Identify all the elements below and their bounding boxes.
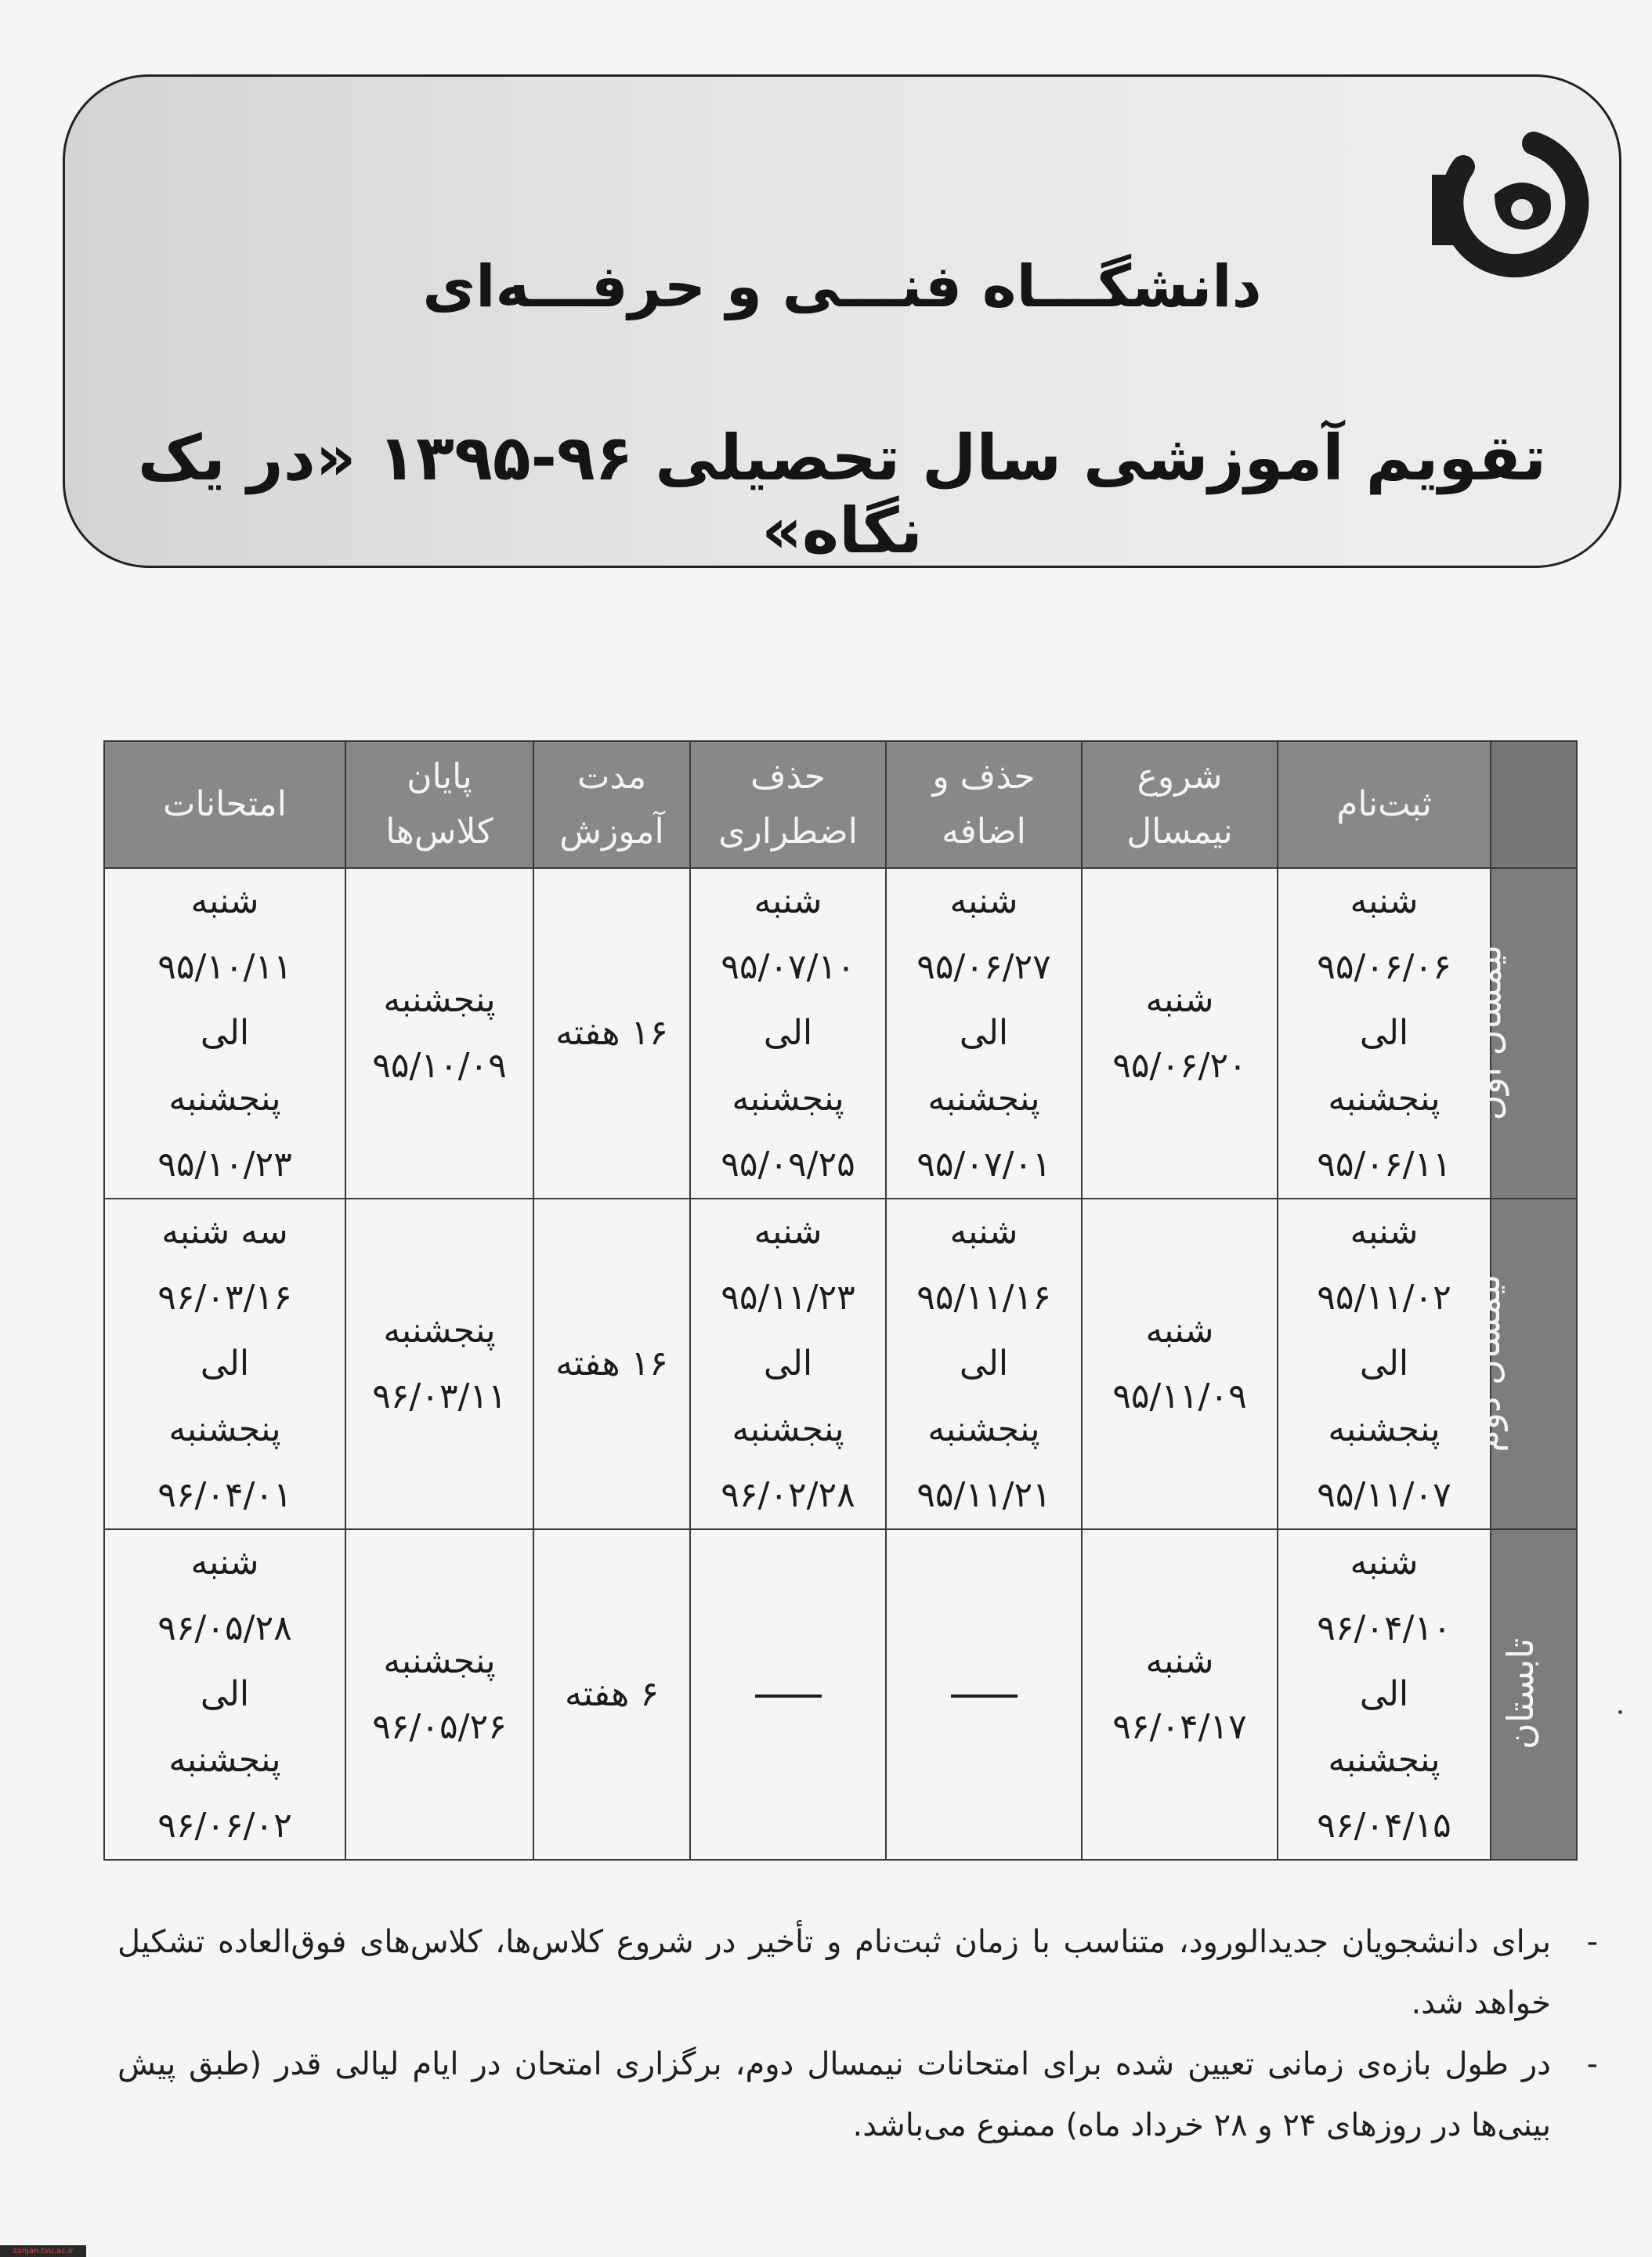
academic-calendar-table xyxy=(103,740,1578,1861)
empty-dash xyxy=(755,1695,822,1698)
header-classes-end: پایان کلاس‌ها xyxy=(345,741,533,868)
classes-end-cell: پنجشنبه ۹۶/۰۳/۱۱ xyxy=(345,1199,533,1529)
note-bullet: - xyxy=(1586,2046,1598,2082)
header-corner xyxy=(1491,741,1577,868)
note-item xyxy=(117,1912,1598,2034)
semester-start-cell: شنبه ۹۵/۱۱/۰۹ xyxy=(1082,1199,1278,1529)
university-name: دانشگـــاه فنـــی و حرفـــه‌ای xyxy=(422,253,1262,320)
source-watermark: zanjan.tvu.ac.ir xyxy=(0,2245,86,2257)
exams-cell: شنبه ۹۵/۱۰/۱۱ الی پنجشنبه ۹۵/۱۰/۲۳ xyxy=(104,868,345,1199)
semester-label-cell: نیمسال دوم xyxy=(1491,1199,1577,1529)
notes-section xyxy=(117,1912,1598,2156)
classes-end-cell: پنجشنبه ۹۵/۱۰/۰۹ xyxy=(345,868,533,1199)
table-header-row xyxy=(104,741,1577,868)
header-emergency-drop: حذف اضطراری xyxy=(690,741,886,868)
table-row xyxy=(104,868,1577,1199)
registration-cell: شنبه ۹۶/۰۴/۱۰ الی پنجشنبه ۹۶/۰۴/۱۵ xyxy=(1278,1529,1491,1860)
empty-dash xyxy=(951,1695,1018,1698)
header-semester-start: شروع نیمسال xyxy=(1082,741,1278,868)
add-drop-cell: شنبه ۹۵/۰۶/۲۷ الی پنجشنبه ۹۵/۰۷/۰۱ xyxy=(886,868,1082,1199)
add-drop-cell xyxy=(886,1529,1082,1860)
emergency-drop-cell xyxy=(690,1529,886,1860)
note-item xyxy=(117,2034,1598,2156)
classes-end-cell: پنجشنبه ۹۶/۰۵/۲۶ xyxy=(345,1529,533,1860)
header-exams: امتحانات xyxy=(104,741,345,868)
emergency-drop-cell: شنبه ۹۵/۱۱/۲۳ الی پنجشنبه ۹۶/۰۲/۲۸ xyxy=(690,1199,886,1529)
table-row xyxy=(104,1199,1577,1529)
add-drop-cell: شنبه ۹۵/۱۱/۱۶ الی پنجشنبه ۹۵/۱۱/۲۱ xyxy=(886,1199,1082,1529)
duration-cell: ۱۶ هفته xyxy=(533,868,690,1199)
header-duration: مدت آموزش xyxy=(533,741,690,868)
semester-start-cell: شنبه ۹۵/۰۶/۲۰ xyxy=(1082,868,1278,1199)
header-banner xyxy=(63,74,1621,568)
registration-cell: شنبه ۹۵/۰۶/۰۶ الی پنجشنبه ۹۵/۰۶/۱۱ xyxy=(1278,868,1491,1199)
header-add-drop: حذف و اضافه xyxy=(886,741,1082,868)
note-bullet: - xyxy=(1586,1924,1598,1960)
exams-cell: شنبه ۹۶/۰۵/۲۸ الی پنجشنبه ۹۶/۰۶/۰۲ xyxy=(104,1529,345,1860)
emergency-drop-cell: شنبه ۹۵/۰۷/۱۰ الی پنجشنبه ۹۵/۰۹/۲۵ xyxy=(690,868,886,1199)
semester-label-cell: نیمسال اول xyxy=(1491,868,1577,1199)
note-text: برای دانشجویان جدیدالورود، متناسب با زمان ثبت‌نام و تأخیر در شروع کلاس‌ها، کلاس‌های فوق‌العاده تشکیل خواهد شد. xyxy=(117,1924,1551,2021)
note-text: در طول بازه‌ی زمانی تعیین شده برای امتحانات نیمسال دوم، برگزاری امتحان در ایام لیالی قدر (طبق پیش بینی‌ها در روزهای ۲۴ و ۲۸ خرداد ماه) ممنوع می‌باشد. xyxy=(117,2046,1551,2143)
duration-cell: ۶ هفته xyxy=(533,1529,690,1860)
duration-cell: ۱۶ هفته xyxy=(533,1199,690,1529)
header-registration: ثبت‌نام xyxy=(1278,741,1491,868)
margin-dot xyxy=(1618,1710,1622,1714)
semester-label-cell: تابستان xyxy=(1491,1529,1577,1860)
semester-start-cell: شنبه ۹۶/۰۴/۱۷ xyxy=(1082,1529,1278,1860)
exams-cell: سه شنبه ۹۶/۰۳/۱۶ الی پنجشنبه ۹۶/۰۴/۰۱ xyxy=(104,1199,345,1529)
registration-cell: شنبه ۹۵/۱۱/۰۲ الی پنجشنبه ۹۵/۱۱/۰۷ xyxy=(1278,1199,1491,1529)
calendar-title: تقویم آموزشی سال تحصیلی ۹۶-۱۳۹۵ «در یک نگاه» xyxy=(137,421,1547,567)
table-row xyxy=(104,1529,1577,1860)
